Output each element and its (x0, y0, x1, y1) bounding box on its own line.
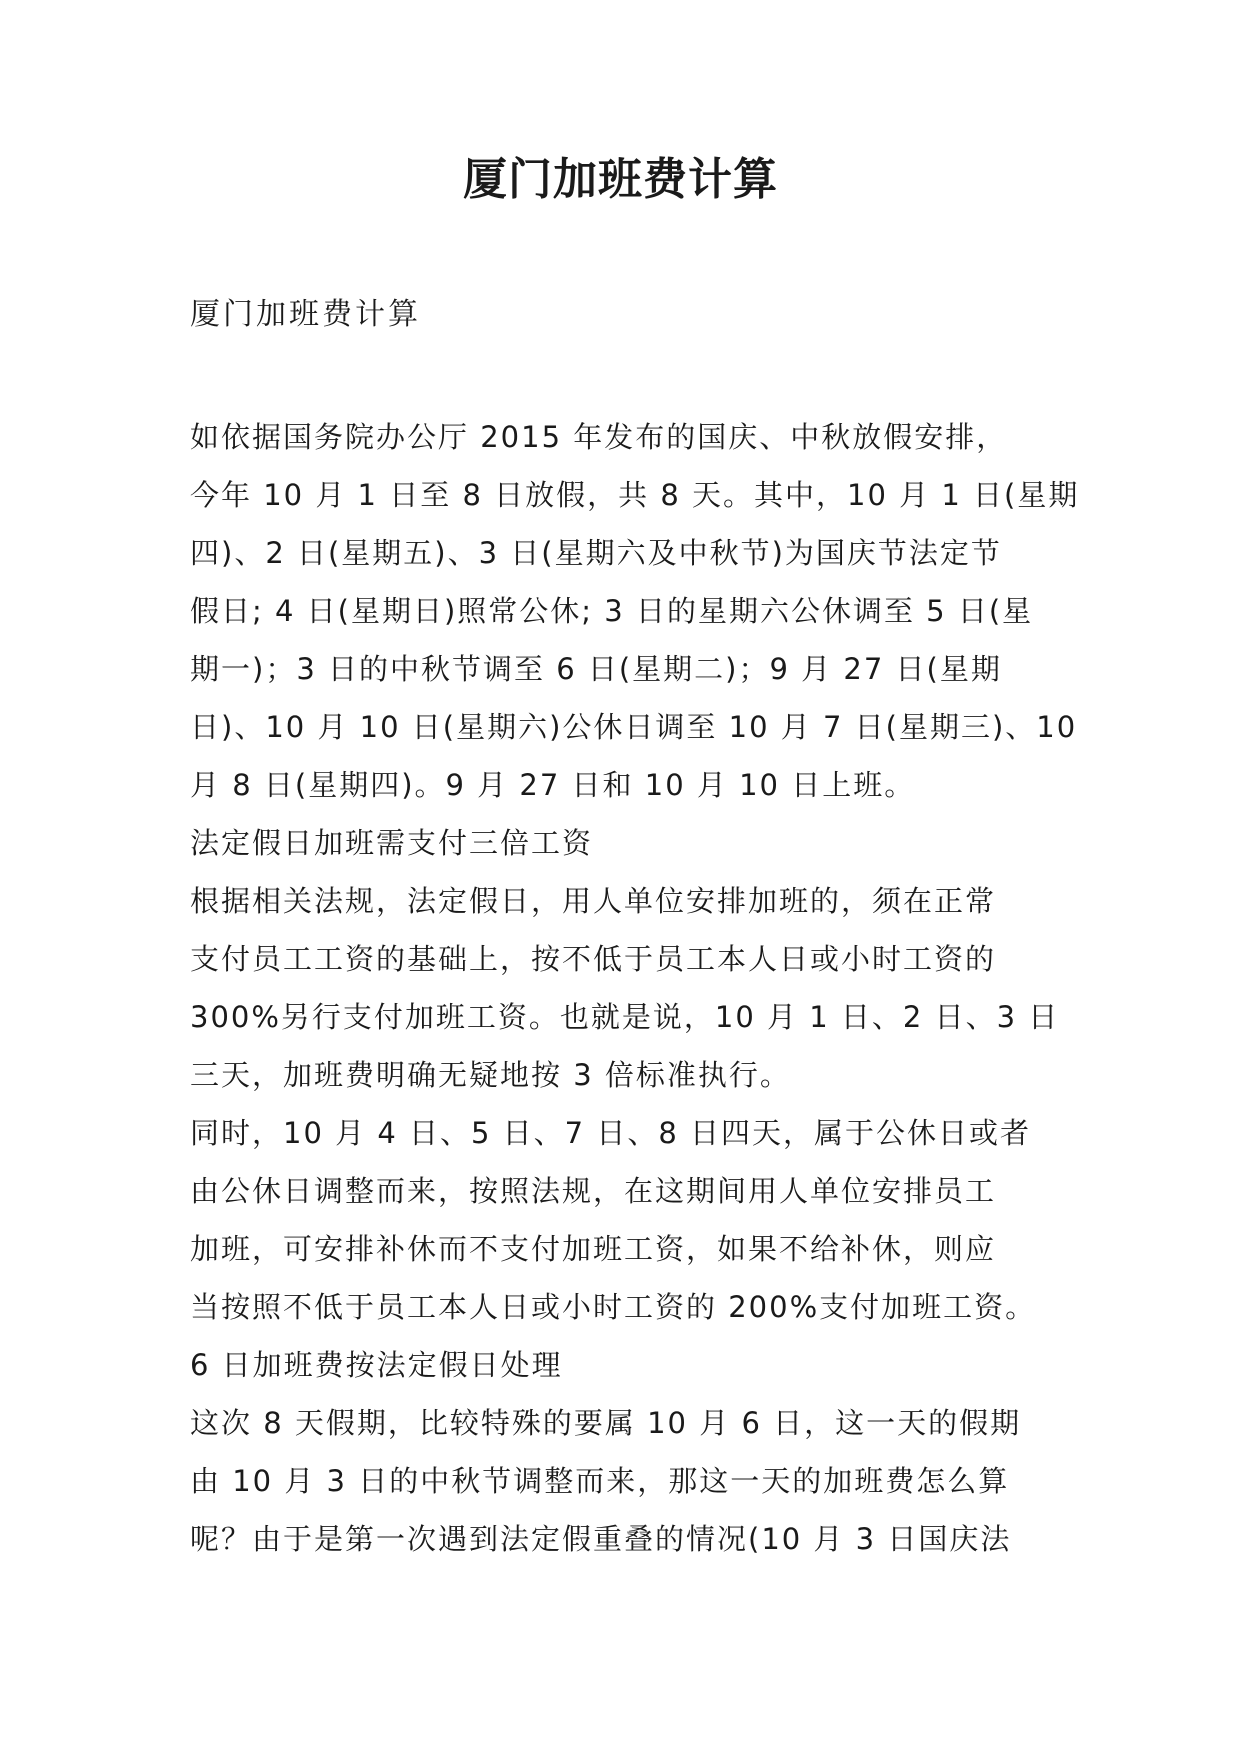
text-line: 如依据国务院办公厅 2015 年发布的国庆、中秋放假安排， (190, 420, 1008, 454)
document-body (190, 408, 1190, 1568)
text-line: 当按照不低于员工本人日或小时工资的 200%支付加班工资。 (190, 1290, 1037, 1324)
text-line: 支付员工工资的基础上，按不低于员工本人日或小时工资的 (190, 942, 997, 976)
section-heading: 法定假日加班需支付三倍工资 (190, 826, 594, 860)
text-line: 根据相关法规，法定假日，用人单位安排加班的，须在正常 (190, 884, 997, 918)
document-subtitle: 厦门加班费计算 (190, 297, 421, 332)
text-line: 由 10 月 3 日的中秋节调整而来，那这一天的加班费怎么算 (190, 1464, 1010, 1498)
text-line: 呢？由于是第一次遇到法定假重叠的情况(10 月 3 日国庆法 (190, 1522, 1012, 1556)
text-line: 今年 10 月 1 日至 8 日放假，共 8 天。其中，10 月 1 日(星期 (190, 478, 1080, 512)
text-line: 月 8 日(星期四)。9 月 27 日和 10 月 10 日上班。 (190, 768, 916, 802)
document-title: 厦门加班费计算 (463, 154, 778, 205)
text-line: 假日; 4 日(星期日)照常公休; 3 日的星期六公休调至 5 日(星 (190, 594, 1034, 628)
text-line: 同时，10 月 4 日、5 日、7 日、8 日四天，属于公休日或者 (190, 1116, 1032, 1150)
section-heading: 6 日加班费按法定假日处理 (190, 1348, 563, 1382)
text-line: 由公休日调整而来，按照法规，在这期间用人单位安排员工 (190, 1174, 997, 1208)
text-line: 这次 8 天假期，比较特殊的要属 10 月 6 日，这一天的假期 (190, 1406, 1022, 1440)
text-line: 期一)；3 日的中秋节调至 6 日(星期二)；9 月 27 日(星期 (190, 652, 1002, 686)
text-line: 300%另行支付加班工资。也就是说，10 月 1 日、2 日、3 日 (190, 1000, 1060, 1034)
text-line: 日)、10 月 10 日(星期六)公休日调至 10 月 7 日(星期三)、10 (190, 710, 1078, 744)
text-line: 加班，可安排补休而不支付加班工资，如果不给补休，则应 (190, 1232, 997, 1266)
text-line: 三天，加班费明确无疑地按 3 倍标准执行。 (190, 1058, 791, 1092)
text-line: 四)、2 日(星期五)、3 日(星期六及中秋节)为国庆节法定节 (190, 536, 1002, 570)
